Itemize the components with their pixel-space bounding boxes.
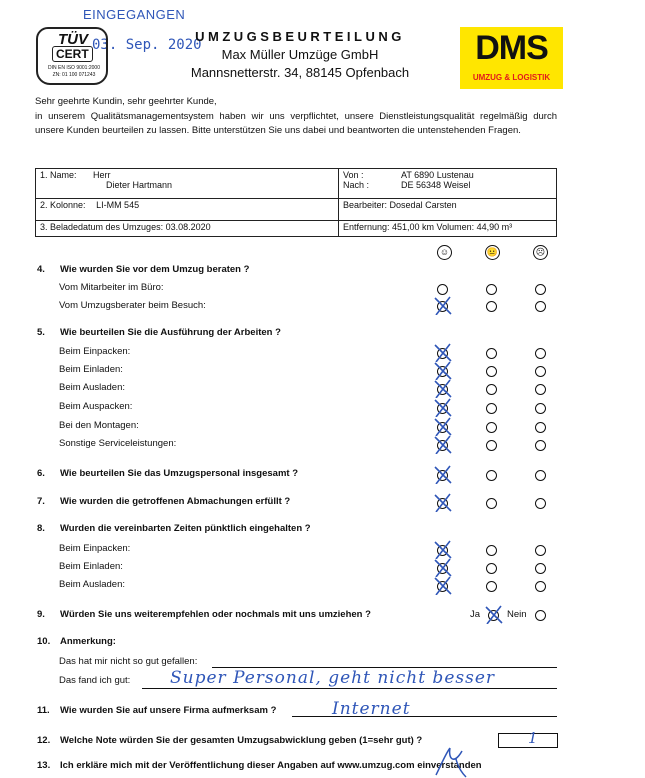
- q4-sub-office: Vom Mitarbeiter im Büro:: [59, 282, 164, 293]
- q5-sub-montagen: Bei den Montagen:: [59, 420, 139, 431]
- intro-text: Sehr geehrte Kundin, sehr geehrter Kunde, in unserem Qualitätsmanagementsystem haben wir uns verpflichtet, unsere Dienstleistungsqualität regelmäßig durch unsere Kunden beurteilen zu lassen. Bitte unterstützen Sie uns dabei und beantworten die untenstehenden Fragen.: [35, 96, 557, 136]
- handwritten-check-mark-10: [432, 539, 452, 559]
- q5-sub-service: Sonstige Serviceleistungen:: [59, 438, 177, 449]
- q4-number: 4.: [37, 264, 45, 275]
- q13-consent-mark: [432, 745, 472, 778]
- date-cell: 3. Beladedatum des Umzuges: 03.08.2020: [36, 221, 339, 237]
- q9-nein-radio[interactable]: [535, 610, 546, 621]
- customer-info-table: [35, 168, 557, 237]
- q10-number: 10.: [37, 636, 51, 647]
- rating-radio-1-2[interactable]: [535, 301, 546, 312]
- q4-sub-visit: Vom Umzugsberater beim Besuch:: [59, 300, 206, 311]
- neutral-face-icon: 😐: [485, 245, 500, 260]
- rating-radio-9-2[interactable]: [535, 498, 546, 509]
- q4-text: Wie wurden Sie vor dem Umzug beraten ?: [60, 264, 250, 275]
- rating-radio-10-1[interactable]: [486, 545, 497, 556]
- q8-sub-einladen: Beim Einladen:: [59, 561, 123, 572]
- q8-sub-ausladen: Beim Ausladen:: [59, 579, 126, 590]
- rating-radio-7-1[interactable]: [486, 440, 497, 451]
- rating-radio-0-0[interactable]: [437, 284, 448, 295]
- rating-radio-12-1[interactable]: [486, 581, 497, 592]
- distance-cell: Entfernung: 451,00 km Volumen: 44,90 m³: [339, 221, 557, 237]
- rating-radio-3-1[interactable]: [486, 366, 497, 377]
- q7-number: 7.: [37, 496, 45, 507]
- name-cell: 1. Name: Herr Dieter Hartmann: [36, 169, 339, 199]
- q10-sub-positive: Das fand ich gut:: [59, 675, 131, 686]
- rating-radio-7-2[interactable]: [535, 440, 546, 451]
- q9-number: 9.: [37, 609, 45, 620]
- q9-text: Würden Sie uns weiterempfehlen oder nochmals mit uns umziehen ?: [60, 609, 371, 620]
- tuv-cert-logo: TÜV CERT DIN EN ISO 9001:2000 ZN: 01 100 071243: [36, 27, 108, 85]
- q6-number: 6.: [37, 468, 45, 479]
- q9-check-mark: [483, 604, 503, 624]
- q13-text: Ich erkläre mich mit der Veröffentlichung dieser Angaben auf www.umzug.com einverstanden: [60, 760, 482, 771]
- q12-text: Welche Note würden Sie der gesamten Umzugsabwicklung geben (1=sehr gut) ?: [60, 735, 423, 746]
- q5-sub-ausladen: Beim Ausladen:: [59, 382, 126, 393]
- handwritten-check-mark-4: [432, 378, 452, 398]
- dms-logo: DMS UMZUG & LOGISTIK: [460, 27, 563, 89]
- q8-number: 8.: [37, 523, 45, 534]
- rating-radio-6-2[interactable]: [535, 422, 546, 433]
- q8-sub-einpacken: Beim Einpacken:: [59, 543, 131, 554]
- q7-text: Wie wurden die getroffenen Abmachungen erfüllt ?: [60, 496, 291, 507]
- received-stamp: EINGEGANGEN: [83, 7, 186, 22]
- rating-radio-10-2[interactable]: [535, 545, 546, 556]
- q11-handwritten-answer: Internet: [332, 699, 411, 719]
- rating-radio-0-1[interactable]: [486, 284, 497, 295]
- q11-number: 11.: [37, 705, 50, 716]
- q5-number: 5.: [37, 327, 45, 338]
- form-title: UMZUGSBEURTEILUNG: [195, 29, 405, 44]
- handwritten-check-mark-7: [432, 434, 452, 454]
- rating-radio-0-2[interactable]: [535, 284, 546, 295]
- rating-radio-4-1[interactable]: [486, 384, 497, 395]
- q6-text: Wie beurteilen Sie das Umzugspersonal insgesamt ?: [60, 468, 299, 479]
- rating-radio-11-1[interactable]: [486, 563, 497, 574]
- company-name: Max Müller Umzüge GmbH: [221, 47, 379, 62]
- happy-face-icon: ☺: [437, 245, 452, 260]
- handwritten-check-mark-9: [432, 492, 452, 512]
- q9-nein-label: Nein: [507, 609, 527, 620]
- handwritten-check-mark-8: [432, 464, 452, 484]
- handwritten-check-mark-12: [432, 575, 452, 595]
- q12-number: 12.: [37, 735, 51, 746]
- rating-radio-8-1[interactable]: [486, 470, 497, 481]
- rating-radio-11-2[interactable]: [535, 563, 546, 574]
- received-date: 03. Sep. 2020: [92, 37, 202, 53]
- rating-radio-2-2[interactable]: [535, 348, 546, 359]
- rating-radio-4-2[interactable]: [535, 384, 546, 395]
- q12-handwritten-grade: 1: [528, 729, 538, 747]
- q5-sub-einladen: Beim Einladen:: [59, 364, 123, 375]
- q13-number: 13.: [37, 760, 51, 771]
- rating-radio-5-2[interactable]: [535, 403, 546, 414]
- handwritten-check-mark-6: [432, 416, 452, 436]
- handwritten-check-mark-2: [432, 342, 452, 362]
- rating-radio-1-1[interactable]: [486, 301, 497, 312]
- handwritten-check-mark-11: [432, 557, 452, 577]
- rating-radio-5-1[interactable]: [486, 403, 497, 414]
- rating-radio-6-1[interactable]: [486, 422, 497, 433]
- bearbeiter-cell: Bearbeiter: Dosedal Carsten: [339, 199, 557, 221]
- q10-text: Anmerkung:: [60, 636, 116, 647]
- sad-face-icon: ☹: [533, 245, 548, 260]
- rating-radio-8-2[interactable]: [535, 470, 546, 481]
- q5-sub-einpacken: Beim Einpacken:: [59, 346, 131, 357]
- q11-text: Wie wurden Sie auf unsere Firma aufmerksam ?: [60, 705, 277, 716]
- route-cell: Von : AT 6890 Lustenau Nach : DE 56348 Weisel: [339, 169, 557, 199]
- rating-radio-2-1[interactable]: [486, 348, 497, 359]
- q10-sub-negative: Das hat mir nicht so gut gefallen:: [59, 656, 198, 667]
- q5-text: Wie beurteilen Sie die Ausführung der Arbeiten ?: [60, 327, 281, 338]
- q10-handwritten-answer: Super Personal, geht nicht besser: [170, 668, 496, 688]
- handwritten-check-mark-3: [432, 360, 452, 380]
- handwritten-check-mark-1: [432, 295, 452, 315]
- handwritten-check-mark-5: [432, 397, 452, 417]
- rating-radio-12-2[interactable]: [535, 581, 546, 592]
- rating-radio-3-2[interactable]: [535, 366, 546, 377]
- kolonne-cell: 2. Kolonne: LI-MM 545: [36, 199, 339, 221]
- q8-text: Wurden die vereinbarten Zeiten pünktlich eingehalten ?: [60, 523, 311, 534]
- rating-radio-9-1[interactable]: [486, 498, 497, 509]
- q5-sub-auspacken: Beim Auspacken:: [59, 401, 133, 412]
- company-address: Mannsnetterstr. 34, 88145 Opfenbach: [190, 65, 410, 80]
- q10-positive-line: [142, 688, 557, 689]
- q9-ja-label: Ja: [470, 609, 481, 620]
